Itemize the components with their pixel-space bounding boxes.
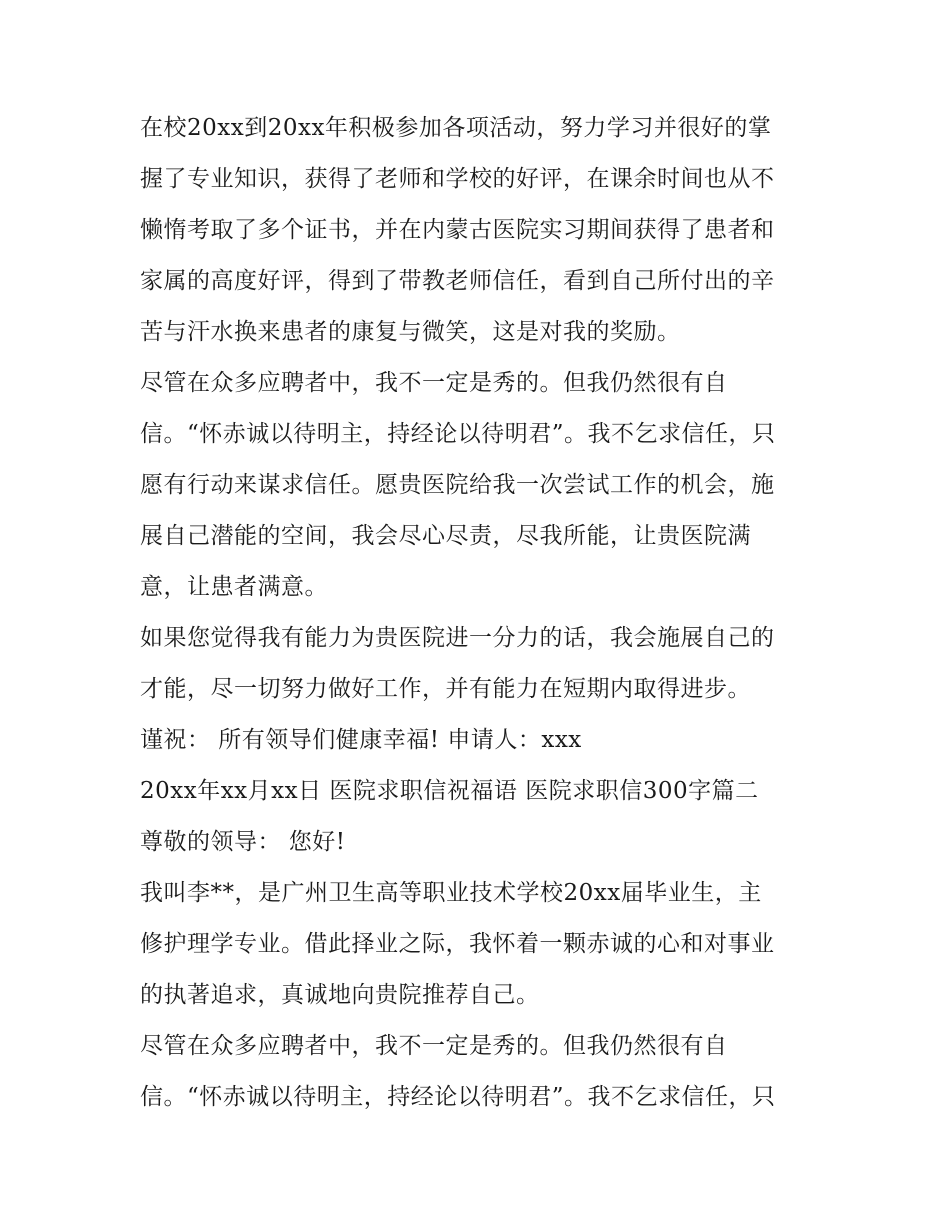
date-heading-line: 20xx年xx月xx日 医院求职信祝福语 医院求职信300字篇二 [140, 778, 759, 804]
text-line: 懒惰考取了多个证书，并在内蒙古医院实习期间获得了患者和 [140, 217, 775, 243]
text-line: 苦与汗水换来患者的康复与微笑，这是对我的奖励。 [140, 319, 681, 345]
text-line: 家属的高度好评，得到了带教老师信任，看到自己所付出的辛 [140, 268, 775, 294]
text-line: 我叫李**，是广州卫生高等职业技术学校20xx届毕业生，主 [140, 880, 762, 906]
text-line: 信。“怀赤诚以待明主，持经论以待明君”。我不乞求信任，只 [140, 1084, 776, 1110]
text-line: 如果您觉得我有能力为贵医院进一分力的话，我会施展自己的 [140, 625, 775, 651]
text-line: 展自己潜能的空间，我会尽心尽责，尽我所能，让贵医院满 [140, 523, 751, 549]
text-line: 尽管在众多应聘者中，我不一定是秀的。但我仍然很有自 [140, 370, 728, 396]
text-line: 修护理学专业。借此择业之际，我怀着一颗赤诚的心和对事业 [140, 931, 775, 957]
text-line: 在校20xx到20xx年积极参加各项活动，努力学习并很好的掌 [140, 115, 772, 141]
salutation-line: 尊敬的领导： 您好! [140, 829, 346, 855]
text-line: 愿有行动来谋求信任。愿贵医院给我一次尝试工作的机会，施 [140, 472, 775, 498]
text-line: 信。“怀赤诚以待明主，持经论以待明君”。我不乞求信任，只 [140, 421, 776, 447]
text-line: 尽管在众多应聘者中，我不一定是秀的。但我仍然很有自 [140, 1033, 728, 1059]
text-line: 的执著追求，真诚地向贵院推荐自己。 [140, 982, 540, 1008]
text-line: 意，让患者满意。 [140, 574, 328, 600]
text-line: 才能，尽一切努力做好工作，并有能力在短期内取得进步。 [140, 676, 751, 702]
letter-body [140, 103, 820, 1123]
text-line: 握了专业知识，获得了老师和学校的好评，在课余时间也从不 [140, 166, 775, 192]
closing-line: 谨祝： 所有领导们健康幸福! 申请人：xxx [140, 727, 582, 753]
